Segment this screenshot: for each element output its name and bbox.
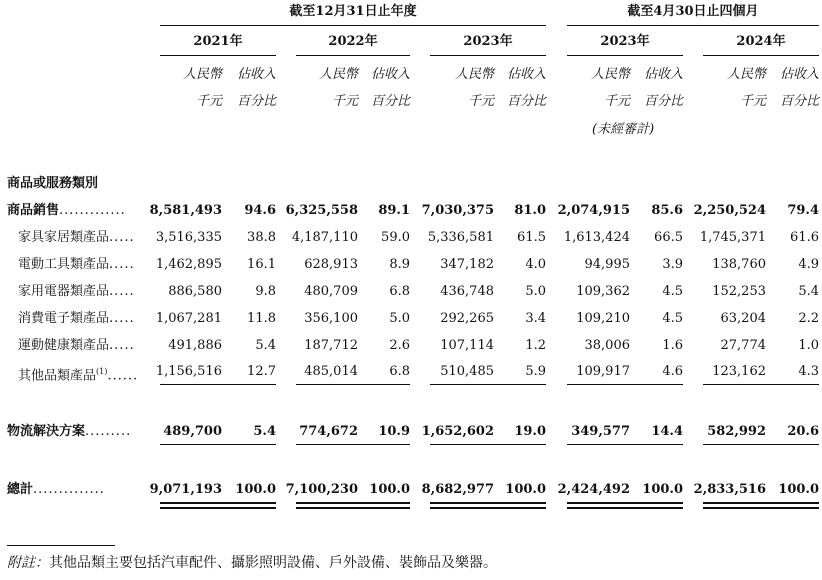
percentage-cell: 1.0 <box>798 338 819 353</box>
amount-cell: 1,462,895 <box>155 257 222 272</box>
row-label-text: 其他品類產品 <box>18 368 97 384</box>
amount-cell: 491,886 <box>168 338 222 353</box>
percentage-cell: 100.0 <box>778 482 819 497</box>
total-double-rule <box>160 502 276 504</box>
row-label <box>18 364 138 384</box>
subtotal-rule <box>430 444 546 445</box>
total-double-rule <box>296 507 410 509</box>
total-double-rule <box>567 507 683 509</box>
percentage-cell: 79.4 <box>787 203 819 218</box>
row-label-text: 家具家居類產品 <box>18 230 110 245</box>
footnote <box>7 554 497 572</box>
unit-pct-label: 佔收入 <box>779 67 819 82</box>
amount-cell: 2,833,516 <box>693 482 766 497</box>
leader-dots: ..... <box>109 257 135 272</box>
unit-amount-label: 人民幣 <box>590 67 630 82</box>
period-annual-rule <box>160 25 546 26</box>
unit-amount-label: 千元 <box>739 94 766 109</box>
amount-cell: 4,187,110 <box>291 230 358 245</box>
amount-cell: 7,030,375 <box>421 203 494 218</box>
unit-pct-label: 百分比 <box>370 94 410 109</box>
unit-amount-label: 千元 <box>331 94 358 109</box>
percentage-cell: 59.0 <box>381 230 410 245</box>
row-label <box>7 482 105 498</box>
percentage-cell: 5.4 <box>798 284 819 299</box>
amount-cell: 582,992 <box>707 424 766 439</box>
total-double-rule <box>567 502 683 504</box>
amount-cell: 485,014 <box>304 364 358 379</box>
row-label <box>18 230 135 246</box>
unit-pct-label: 佔收入 <box>643 67 683 82</box>
percentage-cell: 4.5 <box>662 284 683 299</box>
amount-cell: 1,745,371 <box>699 230 766 245</box>
total-double-rule <box>430 507 546 509</box>
unit-pct-label: 佔收入 <box>370 67 410 82</box>
total-double-rule <box>703 502 819 504</box>
unaudited-note: (未經審計) <box>592 122 655 137</box>
amount-cell: 107,114 <box>440 338 494 353</box>
total-double-rule <box>160 507 276 509</box>
amount-cell: 6,325,558 <box>285 203 358 218</box>
percentage-cell: 19.0 <box>514 424 546 439</box>
percentage-cell: 11.8 <box>247 311 276 326</box>
percentage-cell: 4.0 <box>525 257 546 272</box>
amount-cell: 7,100,230 <box>285 482 358 497</box>
amount-cell: 5,336,581 <box>427 230 494 245</box>
period-four-months-rule <box>567 25 819 26</box>
percentage-cell: 38.8 <box>247 230 276 245</box>
percentage-cell: 6.8 <box>389 284 410 299</box>
amount-cell: 292,265 <box>440 311 494 326</box>
percentage-cell: 100.0 <box>505 482 546 497</box>
unit-amount-label: 千元 <box>603 94 630 109</box>
subtotal-rule <box>703 384 819 385</box>
percentage-cell: 4.9 <box>798 257 819 272</box>
percentage-cell: 3.9 <box>662 257 683 272</box>
percentage-cell: 100.0 <box>235 482 276 497</box>
row-label-text: 總計 <box>7 482 34 497</box>
percentage-cell: 4.3 <box>798 364 819 379</box>
percentage-cell: 81.0 <box>514 203 546 218</box>
row-label-text: 商品銷售 <box>7 203 60 218</box>
leader-dots: ..... <box>109 284 135 299</box>
unit-pct-label: 百分比 <box>236 94 276 109</box>
subtotal-rule <box>160 384 276 385</box>
row-label-text: 消費電子類產品 <box>18 311 110 326</box>
amount-cell: 3,516,335 <box>155 230 222 245</box>
unit-pct-label: 佔收入 <box>236 67 276 82</box>
leader-dots: ..... <box>109 311 135 326</box>
amount-cell: 9,071,193 <box>149 482 222 497</box>
percentage-cell: 4.5 <box>662 311 683 326</box>
amount-cell: 480,709 <box>304 284 358 299</box>
amount-cell: 347,182 <box>440 257 494 272</box>
percentage-cell: 2.2 <box>798 311 819 326</box>
subtotal-rule <box>567 384 683 385</box>
row-label <box>18 257 135 273</box>
period-four-months-header: 截至4月30日止四個月 <box>627 4 759 19</box>
percentage-cell: 8.9 <box>389 257 410 272</box>
unit-amount-label: 人民幣 <box>182 67 222 82</box>
percentage-cell: 5.0 <box>525 284 546 299</box>
row-label-text: 家用電器類產品 <box>18 284 110 299</box>
total-double-rule <box>296 502 410 504</box>
amount-cell: 8,682,977 <box>421 482 494 497</box>
footnote-text: 其他品類主要包括汽車配件、攝影照明設備、戶外設備、裝飾品及樂器。 <box>49 555 497 571</box>
amount-cell: 886,580 <box>168 284 222 299</box>
unit-amount-label: 千元 <box>195 94 222 109</box>
percentage-cell: 61.5 <box>517 230 546 245</box>
amount-cell: 1,652,602 <box>421 424 494 439</box>
leader-dots: ...... <box>107 368 139 384</box>
amount-cell: 63,204 <box>720 311 766 326</box>
amount-cell: 109,210 <box>576 311 630 326</box>
percentage-cell: 66.5 <box>654 230 683 245</box>
amount-cell: 436,748 <box>440 284 494 299</box>
amount-cell: 38,006 <box>584 338 630 353</box>
unit-pct-label: 佔收入 <box>506 67 546 82</box>
percentage-cell: 12.7 <box>247 364 276 379</box>
amount-cell: 2,250,524 <box>693 203 766 218</box>
subtotal-rule <box>430 384 546 385</box>
row-label <box>7 424 131 440</box>
percentage-cell: 4.6 <box>662 364 683 379</box>
year-2024-four-months: 2024年 <box>736 34 786 49</box>
percentage-cell: 5.4 <box>253 424 276 439</box>
percentage-cell: 5.4 <box>255 338 276 353</box>
amount-cell: 774,672 <box>299 424 358 439</box>
footnote-ref: (1) <box>96 367 108 376</box>
leader-dots: ..... <box>109 338 135 353</box>
row-label <box>18 338 135 354</box>
amount-cell: 489,700 <box>163 424 222 439</box>
row-label-text: 物流解決方案 <box>7 424 86 439</box>
unit-amount-label: 千元 <box>467 94 494 109</box>
amount-cell: 94,995 <box>584 257 630 272</box>
leader-dots: ......... <box>85 424 132 439</box>
percentage-cell: 10.9 <box>378 424 410 439</box>
amount-cell: 109,917 <box>576 364 630 379</box>
percentage-cell: 100.0 <box>369 482 410 497</box>
percentage-cell: 100.0 <box>642 482 683 497</box>
amount-cell: 2,074,915 <box>557 203 630 218</box>
amount-cell: 152,253 <box>712 284 766 299</box>
subtotal-rule <box>703 444 819 445</box>
percentage-cell: 1.2 <box>525 338 546 353</box>
row-label <box>7 203 126 219</box>
amount-cell: 2,424,492 <box>557 482 630 497</box>
percentage-cell: 85.6 <box>651 203 683 218</box>
leader-dots: .............. <box>33 482 105 497</box>
percentage-cell: 94.6 <box>244 203 276 218</box>
unit-pct-label: 百分比 <box>779 94 819 109</box>
footnote-rule <box>7 545 115 546</box>
row-label <box>18 284 135 300</box>
row-label-text: 運動健康類產品 <box>18 338 110 353</box>
percentage-cell: 9.8 <box>255 284 276 299</box>
year-2023: 2023年 <box>463 34 513 49</box>
percentage-cell: 3.4 <box>525 311 546 326</box>
percentage-cell: 6.8 <box>389 364 410 379</box>
unit-amount-label: 人民幣 <box>726 67 766 82</box>
section-title: 商品或服務類別 <box>7 176 99 191</box>
year-2022: 2022年 <box>328 34 378 49</box>
amount-cell: 1,156,516 <box>155 364 222 379</box>
year-rule <box>296 55 410 56</box>
period-annual-header: 截至12月31日止年度 <box>289 4 417 19</box>
unit-pct-label: 百分比 <box>506 94 546 109</box>
leader-dots: ..... <box>109 230 135 245</box>
unit-pct-label: 百分比 <box>643 94 683 109</box>
amount-cell: 349,577 <box>571 424 630 439</box>
percentage-cell: 14.4 <box>651 424 683 439</box>
percentage-cell: 2.6 <box>389 338 410 353</box>
row-label-text: 電動工具類產品 <box>18 257 110 272</box>
amount-cell: 510,485 <box>440 364 494 379</box>
year-rule <box>160 55 276 56</box>
year-rule <box>703 55 819 56</box>
year-rule <box>430 55 546 56</box>
unit-amount-label: 人民幣 <box>454 67 494 82</box>
percentage-cell: 89.1 <box>378 203 410 218</box>
amount-cell: 628,913 <box>304 257 358 272</box>
amount-cell: 109,362 <box>576 284 630 299</box>
subtotal-rule <box>296 444 410 445</box>
amount-cell: 356,100 <box>304 311 358 326</box>
subtotal-rule <box>160 444 276 445</box>
footnote-prefix: 附註： <box>7 555 49 571</box>
amount-cell: 138,760 <box>712 257 766 272</box>
percentage-cell: 61.6 <box>790 230 819 245</box>
percentage-cell: 16.1 <box>247 257 276 272</box>
row-label <box>18 311 135 327</box>
year-rule <box>567 55 683 56</box>
amount-cell: 8,581,493 <box>149 203 222 218</box>
amount-cell: 1,067,281 <box>155 311 222 326</box>
total-double-rule <box>703 507 819 509</box>
subtotal-rule <box>296 384 410 385</box>
year-2021: 2021年 <box>193 34 243 49</box>
percentage-cell: 1.6 <box>662 338 683 353</box>
leader-dots: ............. <box>59 203 126 218</box>
amount-cell: 1,613,424 <box>563 230 630 245</box>
amount-cell: 187,712 <box>304 338 358 353</box>
total-double-rule <box>430 502 546 504</box>
percentage-cell: 5.0 <box>389 311 410 326</box>
percentage-cell: 5.9 <box>525 364 546 379</box>
year-2023-four-months: 2023年 <box>600 34 650 49</box>
amount-cell: 27,774 <box>720 338 766 353</box>
subtotal-rule <box>567 444 683 445</box>
unit-amount-label: 人民幣 <box>318 67 358 82</box>
percentage-cell: 20.6 <box>787 424 819 439</box>
amount-cell: 123,162 <box>712 364 766 379</box>
